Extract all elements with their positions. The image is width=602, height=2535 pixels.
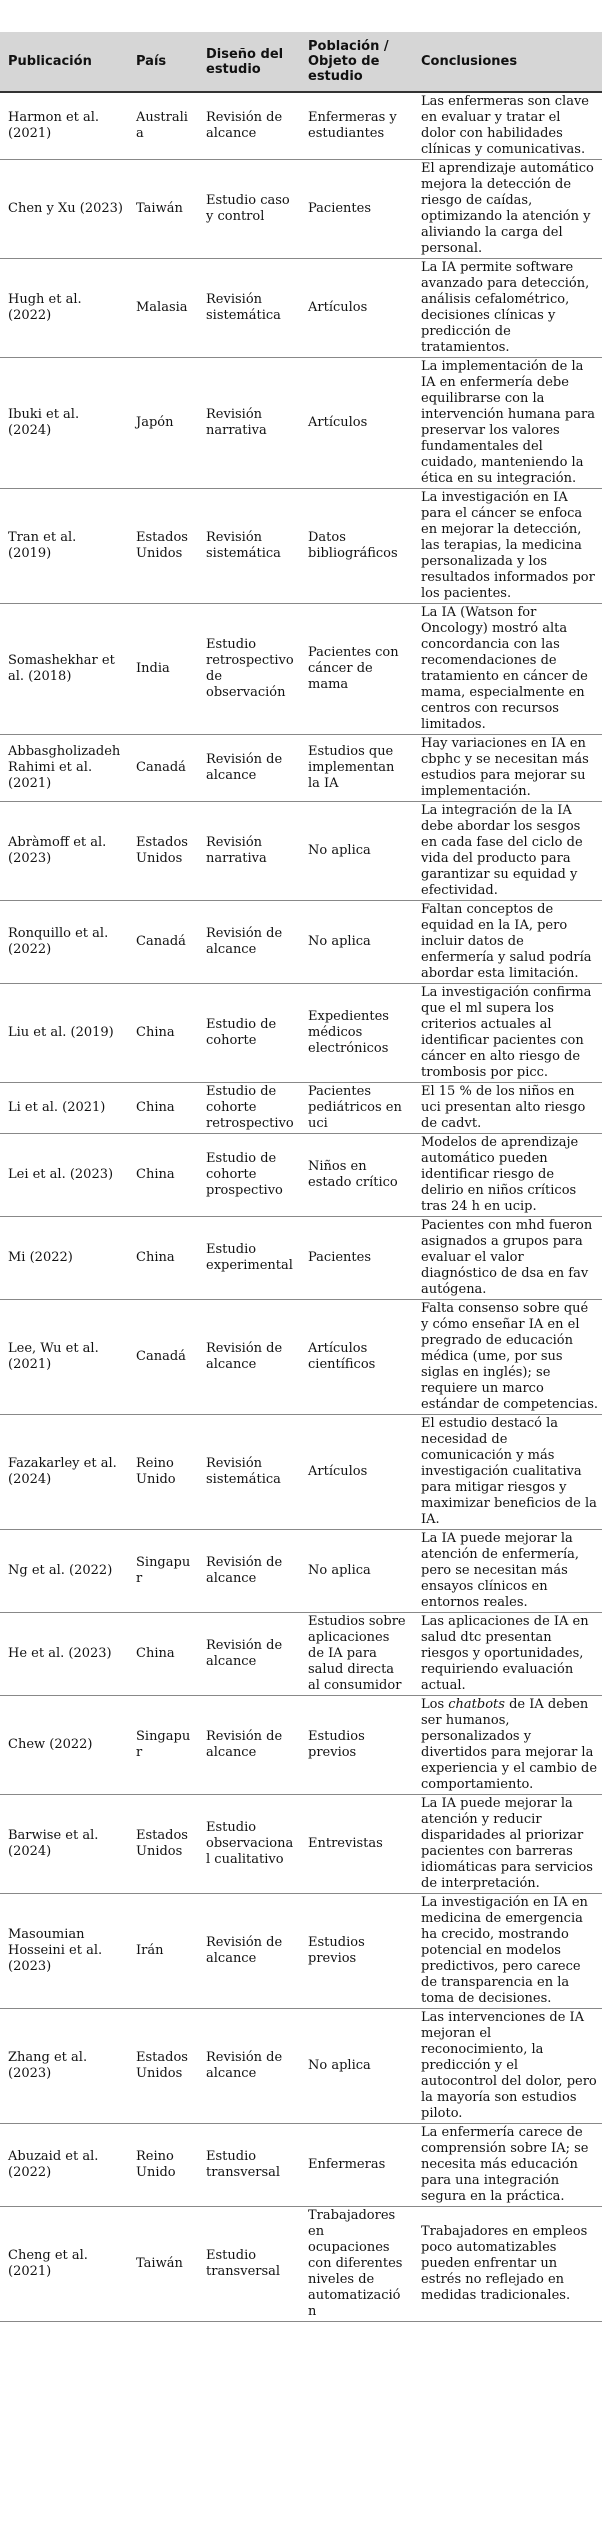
cell-conclusiones: La enfermería carece de comprensión sobre IA; se necesita más educación para una integración segura en la práctica.: [413, 2124, 602, 2207]
cell-publicacion: Abbasgholizadeh Rahimi et al. (2021): [0, 735, 128, 802]
table-row: [0, 1894, 602, 2009]
cell-pais: China: [128, 1134, 198, 1217]
cell-pais: Australia: [128, 92, 198, 160]
table-row: [0, 1134, 602, 1217]
cell-publicacion: Tran et al. (2019): [0, 489, 128, 604]
table-header: [0, 32, 602, 92]
cell-publicacion: Abuzaid et al. (2022): [0, 2124, 128, 2207]
cell-diseno: Revisión de alcance: [198, 92, 300, 160]
cell-pais: Estados Unidos: [128, 802, 198, 901]
cell-diseno: Estudio experimental: [198, 1217, 300, 1300]
cell-poblacion: Pacientes pediátricos en uci: [300, 1083, 413, 1134]
header-pais: País: [128, 32, 198, 92]
cell-pais: Singapur: [128, 1530, 198, 1613]
cell-conclusiones: La investigación en IA para el cáncer se enfoca en mejorar la detección, las terapias, la medicina personalizada y los resultados informados por los pacientes.: [413, 489, 602, 604]
cell-diseno: Revisión sistemática: [198, 489, 300, 604]
cell-diseno: Revisión de alcance: [198, 735, 300, 802]
cell-diseno: Revisión de alcance: [198, 1530, 300, 1613]
cell-conclusiones: La implementación de la IA en enfermería debe equilibrarse con la intervención humana para preservar los valores fundamentales del cuidado, manteniendo la ética en su integración.: [413, 358, 602, 489]
cell-conclusiones: Hay variaciones en IA en cbphc y se necesitan más estudios para mejorar su implementación.: [413, 735, 602, 802]
table-row: [0, 1795, 602, 1894]
cell-diseno: Revisión narrativa: [198, 802, 300, 901]
cell-diseno: Revisión de alcance: [198, 1300, 300, 1415]
cell-pais: China: [128, 1083, 198, 1134]
cell-conclusiones: [413, 1696, 602, 1795]
cell-poblacion: Trabajadores en ocupaciones con diferentes niveles de automatización: [300, 2207, 413, 2322]
cell-publicacion: Ronquillo et al. (2022): [0, 901, 128, 984]
cell-poblacion: No aplica: [300, 2009, 413, 2124]
cell-conclusiones: El estudio destacó la necesidad de comunicación y más investigación cualitativa para mitigar riesgos y maximizar beneficios de la IA.: [413, 1415, 602, 1530]
header-row: [0, 32, 602, 92]
cell-pais: Canadá: [128, 901, 198, 984]
cell-pais: Reino Unido: [128, 1415, 198, 1530]
cell-conclusiones: La investigación en IA en medicina de emergencia ha crecido, mostrando potencial en modelos predictivos, pero carece de transparencia en la toma de decisiones.: [413, 1894, 602, 2009]
cell-conclusiones: Las enfermeras son clave en evaluar y tratar el dolor con habilidades clínicas y comunicativas.: [413, 92, 602, 160]
table-row: [0, 1300, 602, 1415]
cell-poblacion: Artículos: [300, 358, 413, 489]
cell-conclusiones: Las aplicaciones de IA en salud dtc presentan riesgos y oportunidades, requiriendo evaluación actual.: [413, 1613, 602, 1696]
cell-pais: Singapur: [128, 1696, 198, 1795]
cell-poblacion: Artículos: [300, 1415, 413, 1530]
cell-conclusiones: Falta consenso sobre qué y cómo enseñar IA en el pregrado de educación médica (ume, por sus siglas en inglés); se requiere un marco estándar de competencias.: [413, 1300, 602, 1415]
cell-poblacion: Datos bibliográficos: [300, 489, 413, 604]
cell-diseno: Revisión narrativa: [198, 358, 300, 489]
conclusion-text-pre: Los: [421, 1697, 449, 1712]
cell-conclusiones: La IA puede mejorar la atención de enfermería, pero se necesitan más ensayos clínicos en entornos reales.: [413, 1530, 602, 1613]
cell-publicacion: Lei et al. (2023): [0, 1134, 128, 1217]
cell-publicacion: Lee, Wu et al. (2021): [0, 1300, 128, 1415]
cell-pais: China: [128, 1613, 198, 1696]
cell-poblacion: No aplica: [300, 1530, 413, 1613]
conclusion-text-post: de IA deben ser humanos, personalizados y divertidos para mejorar la experiencia y el cambio de comportamiento.: [421, 1697, 602, 1792]
conclusion-text-emphasis: chatbots: [448, 1697, 505, 1712]
table-row: [0, 735, 602, 802]
cell-poblacion: Pacientes: [300, 1217, 413, 1300]
cell-poblacion: Estudios sobre aplicaciones de IA para salud directa al consumidor: [300, 1613, 413, 1696]
cell-diseno: Revisión de alcance: [198, 901, 300, 984]
header-diseno: Diseño del estudio: [198, 32, 300, 92]
cell-pais: Canadá: [128, 1300, 198, 1415]
cell-diseno: Revisión de alcance: [198, 1696, 300, 1795]
cell-conclusiones: La IA (Watson for Oncology) mostró alta concordancia con las recomendaciones de tratamiento en cáncer de mama, especialmente en centros con recursos limitados.: [413, 604, 602, 735]
cell-publicacion: Ibuki et al. (2024): [0, 358, 128, 489]
cell-conclusiones: Trabajadores en empleos poco automatizables pueden enfrentar un estrés no reflejado en medidas tradicionales.: [413, 2207, 602, 2322]
cell-publicacion: Li et al. (2021): [0, 1083, 128, 1134]
cell-pais: Irán: [128, 1894, 198, 2009]
cell-diseno: Revisión de alcance: [198, 2009, 300, 2124]
cell-publicacion: Barwise et al. (2024): [0, 1795, 128, 1894]
cell-conclusiones: La IA permite software avanzado para detección, análisis cefalométrico, decisiones clínicas y predicción de tratamientos.: [413, 259, 602, 358]
cell-diseno: Estudio caso y control: [198, 160, 300, 259]
cell-pais: Canadá: [128, 735, 198, 802]
cell-publicacion: Chew (2022): [0, 1696, 128, 1795]
table-row: [0, 160, 602, 259]
cell-poblacion: Entrevistas: [300, 1795, 413, 1894]
cell-publicacion: Somashekhar et al. (2018): [0, 604, 128, 735]
studies-table-container: [0, 32, 602, 2322]
header-poblacion: Población / Objeto de estudio: [300, 32, 413, 92]
cell-diseno: Estudio retrospectivo de observación: [198, 604, 300, 735]
table-row: [0, 259, 602, 358]
table-row: [0, 2009, 602, 2124]
cell-diseno: Revisión sistemática: [198, 1415, 300, 1530]
cell-pais: Estados Unidos: [128, 489, 198, 604]
header-publicacion: Publicación: [0, 32, 128, 92]
table-row: [0, 1696, 602, 1795]
cell-diseno: Revisión sistemática: [198, 259, 300, 358]
table-row: [0, 1415, 602, 1530]
cell-publicacion: Abràmoff et al. (2023): [0, 802, 128, 901]
table-row: [0, 1530, 602, 1613]
table-row: [0, 489, 602, 604]
cell-publicacion: Ng et al. (2022): [0, 1530, 128, 1613]
cell-diseno: Estudio de cohorte: [198, 984, 300, 1083]
cell-conclusiones: El 15 % de los niños en uci presentan alto riesgo de cadvt.: [413, 1083, 602, 1134]
cell-publicacion: Masoumian Hosseini et al. (2023): [0, 1894, 128, 2009]
cell-diseno: Estudio observacional cualitativo: [198, 1795, 300, 1894]
table-row: [0, 92, 602, 160]
cell-poblacion: Pacientes: [300, 160, 413, 259]
cell-poblacion: Pacientes con cáncer de mama: [300, 604, 413, 735]
cell-diseno: Revisión de alcance: [198, 1894, 300, 2009]
cell-pais: Taiwán: [128, 160, 198, 259]
cell-pais: Estados Unidos: [128, 1795, 198, 1894]
cell-pais: China: [128, 984, 198, 1083]
table-row: [0, 1217, 602, 1300]
cell-publicacion: Harmon et al. (2021): [0, 92, 128, 160]
table-row: [0, 802, 602, 901]
cell-poblacion: Niños en estado crítico: [300, 1134, 413, 1217]
cell-pais: Japón: [128, 358, 198, 489]
table-row: [0, 358, 602, 489]
table-row: [0, 901, 602, 984]
header-conclusiones: Conclusiones: [413, 32, 602, 92]
cell-pais: Taiwán: [128, 2207, 198, 2322]
cell-poblacion: Enfermeras: [300, 2124, 413, 2207]
cell-conclusiones: Modelos de aprendizaje automático pueden identificar riesgo de delirio en niños críticos tras 24 h en ucip.: [413, 1134, 602, 1217]
cell-publicacion: He et al. (2023): [0, 1613, 128, 1696]
cell-publicacion: Cheng et al. (2021): [0, 2207, 128, 2322]
cell-poblacion: Artículos: [300, 259, 413, 358]
cell-pais: Estados Unidos: [128, 2009, 198, 2124]
cell-poblacion: Estudios previos: [300, 1894, 413, 2009]
cell-diseno: Estudio de cohorte retrospectivo: [198, 1083, 300, 1134]
cell-pais: China: [128, 1217, 198, 1300]
cell-conclusiones: La integración de la IA debe abordar los sesgos en cada fase del ciclo de vida del producto para garantizar su equidad y efectividad.: [413, 802, 602, 901]
cell-conclusiones: Pacientes con mhd fueron asignados a grupos para evaluar el valor diagnóstico de dsa en fav autógena.: [413, 1217, 602, 1300]
cell-poblacion: Expedientes médicos electrónicos: [300, 984, 413, 1083]
cell-publicacion: Chen y Xu (2023): [0, 160, 128, 259]
cell-poblacion: Enfermeras y estudiantes: [300, 92, 413, 160]
studies-table: [0, 32, 602, 2322]
cell-pais: India: [128, 604, 198, 735]
cell-poblacion: Estudios previos: [300, 1696, 413, 1795]
table-row: [0, 1613, 602, 1696]
table-row: [0, 2207, 602, 2322]
table-body: [0, 92, 602, 2322]
table-row: [0, 604, 602, 735]
cell-pais: Reino Unido: [128, 2124, 198, 2207]
cell-publicacion: Fazakarley et al. (2024): [0, 1415, 128, 1530]
cell-conclusiones: El aprendizaje automático mejora la detección de riesgo de caídas, optimizando la atención y aliviando la carga del personal.: [413, 160, 602, 259]
cell-diseno: Revisión de alcance: [198, 1613, 300, 1696]
table-row: [0, 2124, 602, 2207]
cell-conclusiones: La investigación confirma que el ml supera los criterios actuales al identificar pacientes con cáncer en alto riesgo de trombosis por picc.: [413, 984, 602, 1083]
cell-conclusiones: Las intervenciones de IA mejoran el reconocimiento, la predicción y el autocontrol del dolor, pero la mayoría son estudios piloto.: [413, 2009, 602, 2124]
cell-diseno: Estudio transversal: [198, 2207, 300, 2322]
table-row: [0, 984, 602, 1083]
cell-diseno: Estudio transversal: [198, 2124, 300, 2207]
cell-publicacion: Zhang et al. (2023): [0, 2009, 128, 2124]
cell-poblacion: No aplica: [300, 901, 413, 984]
table-row: [0, 1083, 602, 1134]
cell-publicacion: Liu et al. (2019): [0, 984, 128, 1083]
cell-poblacion: Artículos científicos: [300, 1300, 413, 1415]
cell-diseno: Estudio de cohorte prospectivo: [198, 1134, 300, 1217]
cell-poblacion: Estudios que implementan la IA: [300, 735, 413, 802]
cell-publicacion: Mi (2022): [0, 1217, 128, 1300]
cell-publicacion: Hugh et al. (2022): [0, 259, 128, 358]
cell-pais: Malasia: [128, 259, 198, 358]
cell-poblacion: No aplica: [300, 802, 413, 901]
cell-conclusiones: La IA puede mejorar la atención y reducir disparidades al priorizar pacientes con barreras idiomáticas para servicios de interpretación.: [413, 1795, 602, 1894]
cell-conclusiones: Faltan conceptos de equidad en la IA, pero incluir datos de enfermería y salud podría abordar esta limitación.: [413, 901, 602, 984]
